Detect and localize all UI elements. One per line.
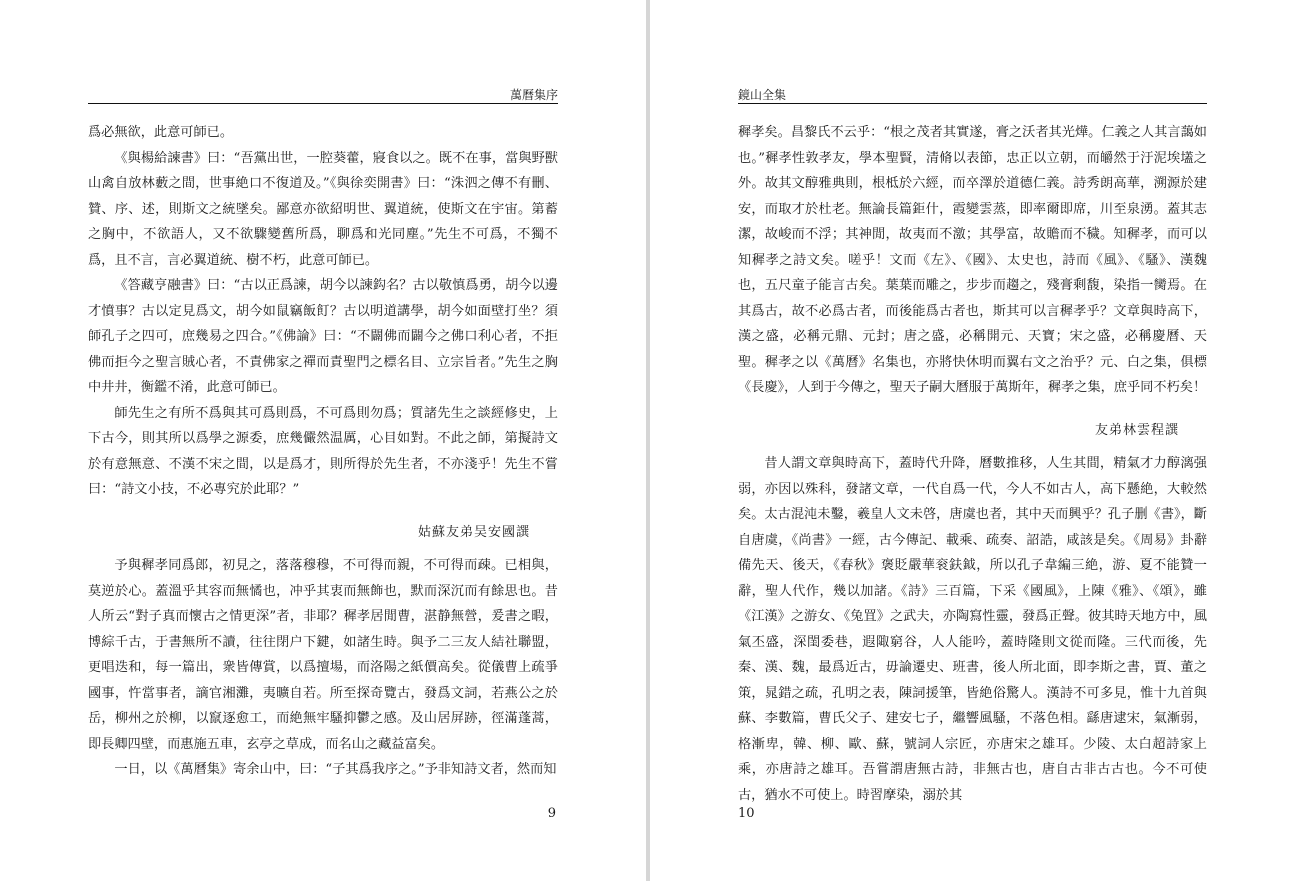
page-number: 9 bbox=[547, 806, 556, 821]
running-head: 萬曆集序 bbox=[509, 88, 558, 102]
paragraph: 爲必無欲，此意可師已。 bbox=[88, 125, 234, 140]
header-rule bbox=[88, 103, 558, 104]
paragraph: 師先生之有所不爲與其可爲則爲，不可爲則勿爲；質諸先生之談經修史，上下古今，則其所以爲學之源委，庶幾儼然温厲，心目如對。不此之師，第擬詩文於有意無意、不漢不宋之間，以是爲才，則所得於先生者，不亦淺乎！先生不嘗曰：“詩文小技，不必專究於此耶？” bbox=[88, 405, 558, 497]
body-text bbox=[738, 120, 1207, 808]
paragraph: 穉孝矣。昌黎氏不云乎：“根之茂者其實遂，膏之沃者其光燁。仁義之人其言藹如也。”穉孝性敦孝友，學本聖賢，清脩以表節，忠正以立朝，而皭然于汙泥埃壒之外。故其文醇雅典則，根柢於六經，而卒澤於道德仁義。詩秀朗高華，溯源於建安，而取才於杜老。無論長篇鉅什，霞變雲蒸，即率爾即席，川至泉湧。蓋其志潔，故峻而不浮；其神閒，故夷而不激；其學富，故贍而不穢。知穉孝，而可以知穉孝之詩文矣。嗟乎！文而《左》、《國》、太史也，詩而《風》、《騷》、漢魏也，五尺童子能言古矣。葉葉而雕之，步步而趨之，殘膏剩馥，染指一臠焉。在其爲古，故不必爲古者，而後能爲古者也，斯其可以言穉孝乎？文章與時高下，漢之盛，必稱元鼎、元封；唐之盛，必稱開元、天寶；宋之盛，必稱慶曆、天聖。穉孝之以《萬曆》名集也，亦將快休明而翼右文之治乎？元、白之集，俱標《長慶》，人到于今傳之，聖天子嗣大曆服于萬斯年，穉孝之集，庶乎同不朽矣！ bbox=[738, 125, 1207, 395]
body-text bbox=[88, 120, 558, 783]
left-page bbox=[0, 0, 646, 881]
right-page bbox=[650, 0, 1296, 881]
header-rule bbox=[738, 103, 1207, 104]
page-number: 10 bbox=[738, 806, 755, 821]
paragraph: 昔人謂文章與時高下，蓋時代升降，曆數推移，人生其間，精氣才力醇漓强弱，亦因以殊科，發諸文章，一代自爲一代，今人不如古人，高下懸絶，大較然矣。太古混沌未鑿，羲皇人文未啓，唐虞也者，其中天而興乎？孔子删《書》，斷自唐虞，《尚書》一經，古今傳記、載乘、疏奏、詔誥，咸該是矣。《周易》卦辭備先天、後天，《春秋》褒貶嚴華衮鈇鉞，所以孔子韋編三絶，游、夏不能贊一辭，聖人代作，幾以加諸。《詩》三百篇，下采《國風》，上陳《雅》、《頌》，雖《江漢》之游女、《兔罝》之武夫，亦陶寫性靈，發爲正聲。彼其時天地方中，風氣丕盛，深閨委巷，遐陬窮谷，人人能吟，蓋時隆則文從而隆。三代而後，先秦、漢、魏，最爲近古，毋論遷史、班書，後人所北面，即李斯之書，賈、董之策，晁錯之疏，孔明之表，陳詞援筆，皆絶俗驚人。漢詩不可多見，惟十九首與蘇、李數篇，曹氏父子、建安七子，繼響風騷，不落色相。繇唐逮宋，氣漸弱，格漸卑，韓、柳、歐、蘇，號詞人宗匠，亦唐宋之雄耳。少陵、太白超詩家上乘，亦唐詩之雄耳。吾嘗謂唐無古詩，非無古也，唐自古非古古也。今不可使古，猶水不可使上。時習摩染，溺於其 bbox=[738, 456, 1207, 803]
paragraph: 《答藏亨融書》曰：“古以正爲諫，胡今以諫鈎名？古以敬慎爲勇，胡今以邊才憤事？古以定見爲文，胡今如鼠竊飯飣？古以明道講學，胡今如面壁打坐？須師孔子之四可，庶幾易之四合。”《佛論》曰：“不闢佛而闢今之佛口利心者，不拒佛而拒今之聖言賊心者，不責佛家之禪而責聖門之標名目、立宗旨者。”先生之胸中井井，衡鑑不淆，此意可師已。 bbox=[88, 278, 558, 395]
author-signature: 友弟林雲程譔 bbox=[1094, 422, 1179, 438]
running-head: 鏡山全集 bbox=[738, 88, 787, 102]
author-signature: 姑蘇友弟吴安國譔 bbox=[417, 524, 530, 540]
paragraph: 予與穉孝同爲郎，初見之，落落穆穆，不可得而親，不可得而疎。已相與，莫逆於心。蓋溫乎其容而無憰也，冲乎其衷而無飾也，默而深沉而有餘思也。昔人所云“對子真而懷古之情更深”者，非耶？穉孝居閒曹，湛静無營，爰書之暇，博綜千古，于書無所不讀，往往閉户下鍵，如諸生時。與予二三友人結社聯盟，更唱迭和，每一篇出，衆皆傳賞，以爲擅場，而洛陽之紙價高矣。從儀曹上疏爭國事，忤當事者，謫官湘灘，夷曠自若。所至探奇覽古，發爲文詞，若燕公之於岳，柳州之於柳，以竄逐愈工，而絶無牢騷抑鬱之感。及山居屏跡，徑滿蓬蒿，即長卿四壁，而惠施五車，玄亭之草成，而名山之藏益富矣。 bbox=[88, 558, 558, 752]
paragraph: 一日，以《萬曆集》寄余山中，曰：“子其爲我序之。”予非知詩文者，然而知 bbox=[114, 762, 557, 777]
paragraph: 《與楊給諫書》曰：“吾黨出世，一腔葵藿，寢食以之。既不在事，當與野獸山禽自放林藪之間，世事絶口不復道及。”《與徐奕開書》曰：“洙泗之傳不有刪、贊、序、述，則斯文之統墜矣。鄙意亦欲紹明世、翼道統，使斯文在宇宙。第蓄之胸中，不欲語人，又不欲驟變舊所爲，聊爲和光同塵。”先生不可爲，不獨不爲，且不言，言必翼道統、樹不朽，此意可師已。 bbox=[88, 150, 558, 268]
